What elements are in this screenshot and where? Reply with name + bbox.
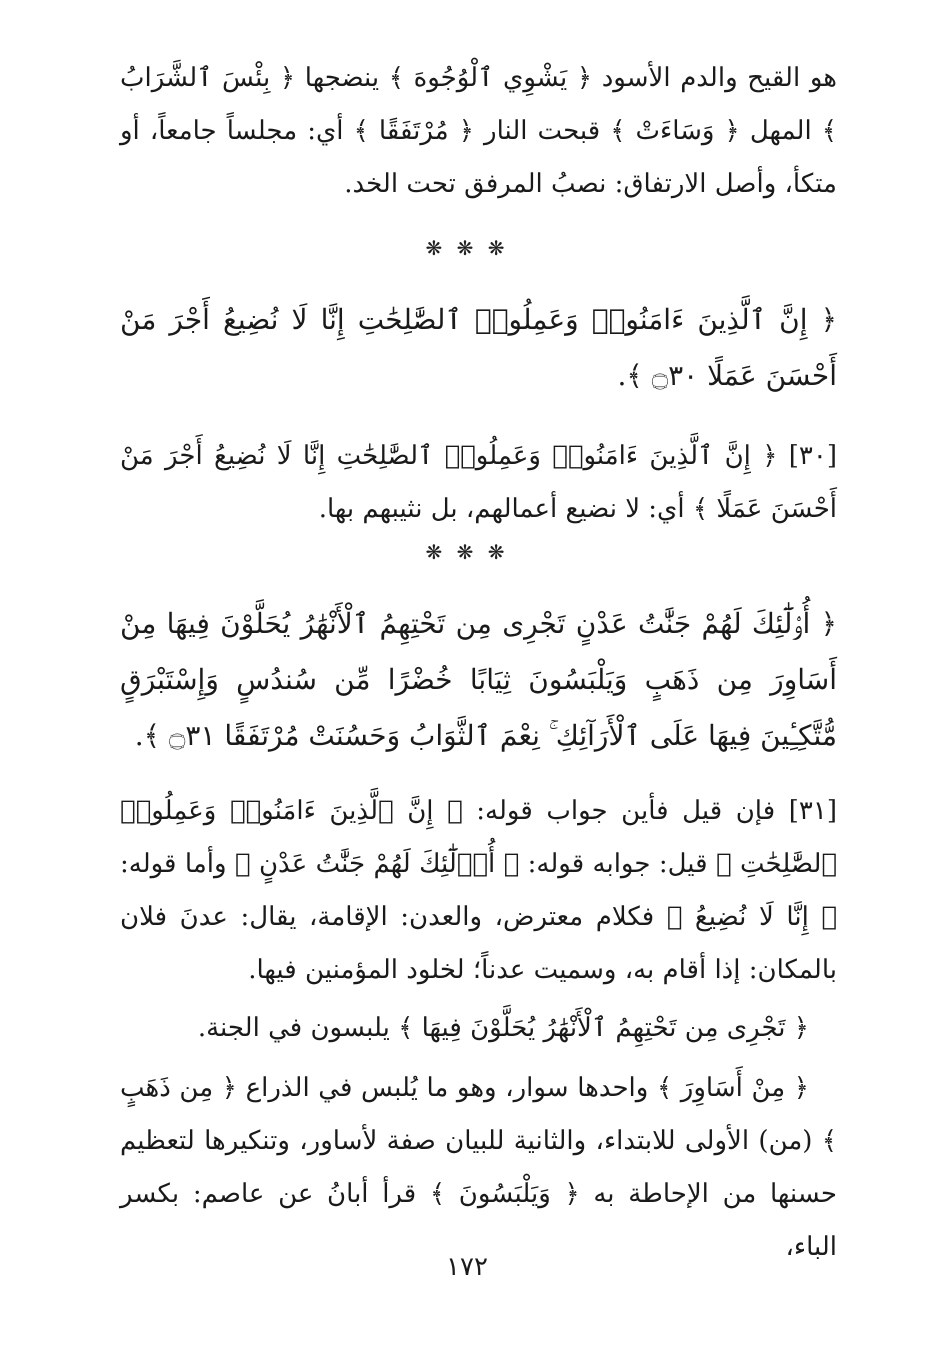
verse-31: ﴿ أُو۟لَٰٓئِكَ لَهُمْ جَنَّٰتُ عَدْنٍ تَجْرِى مِن تَحْتِهِمُ ٱلْأَنْهَٰرُ يُحَلَّوْنَ فِيهَا مِنْ أَسَاوِرَ مِن ذَهَبٍ وَيَلْبَسُونَ ثِيَابًا خُضْرًا مِّن سُندُسٍ وَإِسْتَبْرَقٍ مُّتَّكِـِٔينَ فِيهَا عَلَى ٱلْأَرَآئِكِ ۚ نِعْمَ ٱلثَّوَابُ وَحَسُنَتْ مُرْتَفَقًا ۝٣١ ﴾. — [120, 607, 837, 752]
paragraph-commentary-rivers: ﴿ تَجْرِى مِن تَحْتِهِمُ ٱلْأَنْهَٰرُ يُحَلَّوْنَ فِيهَا ﴾ يلبسون في الجنة. — [197, 1013, 809, 1043]
paragraph-commentary-bracelets: ﴿ مِنْ أَسَاوِرَ ﴾ واحدها سوار، وهو ما يُلبس في الذراع ﴿ مِن ذَهَبٍ ﴾ (من) الأولى للابتداء، والثانية للبيان صفة لأساور، وتنكيرها لتعظيم حسنها من الإحاطة به ﴿ وَيَلْبَسُونَ ﴾ قرأ أبانُ عن عاصم: بكسر الباء، — [120, 1073, 837, 1262]
paragraph-commentary-31: [٣١] فإن قيل فأين جواب قوله: ﴿ إِنَّ ٱلَّذِينَ ءَامَنُوا۟ وَعَمِلُوا۟ ٱلصَّٰلِحَٰتِ ﴾ قيل: جوابه قوله: ﴿ أُو۟لَٰٓئِكَ لَهُمْ جَنَّٰتُ عَدْنٍ ﴾ وأما قوله: ﴿ إِنَّا لَا نُضِيعُ ﴾ فكلام معترض، والعدن: الإقامة، يقال: عدنَ فلان بالمكان: إذا أقام به، وسميت عدناً؛ لخلود المؤمنين فيها. — [120, 796, 837, 985]
paragraph-commentary-29: هو القيح والدم الأسود ﴿ يَشْوِي ٱلْوُجُوهَ ﴾ ينضجها ﴿ بِئْسَ ٱلشَّرَابُ ﴾ المهل ﴿ وَسَاءَتْ ﴾ قبحت النار ﴿ مُرْتَفَقًا ﴾ أي: مجلساً جامعاً، أو متكأ، وأصل الارتفاق: نصبُ المرفق تحت الخد. — [120, 63, 837, 199]
page-number: ١٧٢ — [446, 1252, 488, 1282]
section-separator: ❋ ❋ ❋ — [425, 236, 509, 260]
paragraph-commentary-30: [٣٠] ﴿ إِنَّ ٱلَّذِينَ ءَامَنُوا۟ وَعَمِلُوا۟ ٱلصَّٰلِحَٰتِ إِنَّا لَا نُضِيعُ أَجْرَ مَنْ أَحْسَنَ عَمَلًا ﴾ أي: لا نضيع أعمالهم، بل نثيبهم بها. — [120, 441, 837, 524]
verse-30: ﴿ إِنَّ ٱلَّذِينَ ءَامَنُوا۟ وَعَمِلُوا۟ ٱلصَّٰلِحَٰتِ إِنَّا لَا نُضِيعُ أَجْرَ مَنْ أَحْسَنَ عَمَلًا ۝٣٠ ﴾. — [120, 303, 837, 392]
section-separator: ❋ ❋ ❋ — [425, 540, 509, 564]
